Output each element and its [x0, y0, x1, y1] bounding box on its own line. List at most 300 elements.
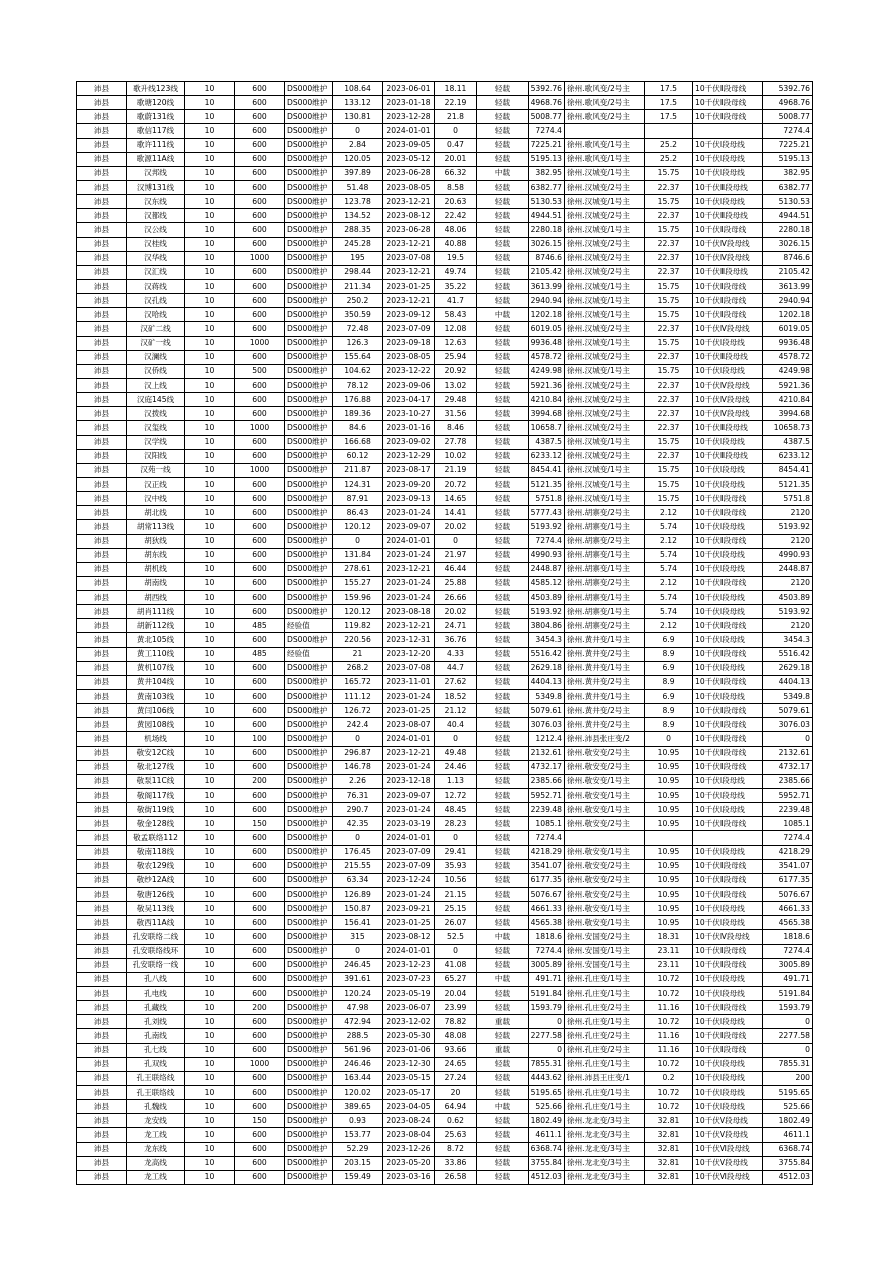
cell-voltage: 10 [185, 1170, 235, 1184]
cell-transformer: 徐州.孔庄变/1号主 [565, 1085, 645, 1099]
cell-load-status: 轻载 [477, 859, 529, 873]
cell-rated-current: 600 [235, 1071, 285, 1085]
cell-county: 沛县 [77, 1100, 127, 1114]
cell-county: 沛县 [77, 916, 127, 930]
cell-voltage: 10 [185, 1057, 235, 1071]
cell-line-name: 汉学线 [127, 435, 185, 449]
cell-date: 2023-12-24 [383, 873, 435, 887]
cell-limit-source: DS000维护 [285, 1029, 333, 1043]
cell-date: 2023-03-16 [383, 1170, 435, 1184]
cell-rated-current: 485 [235, 619, 285, 633]
cell-rated-current: 600 [235, 675, 285, 689]
cell-load-status: 轻载 [477, 746, 529, 760]
cell-voltage: 10 [185, 760, 235, 774]
cell-load-status: 轻载 [477, 223, 529, 237]
cell-rated-current: 600 [235, 661, 285, 675]
cell-transformer-rate: 32.81 [645, 1156, 693, 1170]
cell-county: 沛县 [77, 817, 127, 831]
cell-transformer: 徐州.胡寨变/1号主 [565, 548, 645, 562]
cell-rated-current: 600 [235, 633, 285, 647]
cell-available-capacity: 5193.92 [529, 520, 565, 534]
cell-current: 561.96 [333, 1043, 383, 1057]
cell-capacity: 6177.35 [763, 873, 813, 887]
table-row [77, 477, 813, 491]
cell-busbar: 10千伏Ⅰ段母线 [693, 152, 763, 166]
cell-county: 沛县 [77, 223, 127, 237]
cell-load-rate: 20.72 [435, 477, 477, 491]
cell-capacity: 2280.18 [763, 223, 813, 237]
cell-date: 2023-06-01 [383, 82, 435, 96]
cell-load-status: 轻载 [477, 152, 529, 166]
cell-load-rate: 22.19 [435, 96, 477, 110]
cell-voltage: 10 [185, 789, 235, 803]
cell-rated-current: 600 [235, 746, 285, 760]
cell-transformer: 徐州.敬安变/1号主 [565, 902, 645, 916]
cell-transformer: 徐州.孔庄变/1号主 [565, 1057, 645, 1071]
cell-rated-current: 200 [235, 774, 285, 788]
cell-load-rate: 20.02 [435, 520, 477, 534]
cell-load-rate: 29.41 [435, 845, 477, 859]
cell-capacity: 5008.77 [763, 110, 813, 124]
cell-rated-current: 600 [235, 534, 285, 548]
cell-transformer: 徐州.胡寨变/2号主 [565, 619, 645, 633]
cell-date: 2023-06-28 [383, 166, 435, 180]
cell-current: 146.78 [333, 760, 383, 774]
cell-voltage: 10 [185, 1043, 235, 1057]
cell-limit-source: DS000维护 [285, 633, 333, 647]
cell-line-name: 龙工线 [127, 1170, 185, 1184]
cell-limit-source: DS000维护 [285, 732, 333, 746]
cell-county: 沛县 [77, 110, 127, 124]
cell-available-capacity: 5079.61 [529, 704, 565, 718]
cell-current: 108.64 [333, 82, 383, 96]
cell-county: 沛县 [77, 576, 127, 590]
cell-rated-current: 600 [235, 718, 285, 732]
cell-load-rate: 27.78 [435, 435, 477, 449]
cell-limit-source: DS000维护 [285, 152, 333, 166]
cell-voltage: 10 [185, 322, 235, 336]
cell-line-name: 汉汇线 [127, 265, 185, 279]
cell-date: 2023-12-20 [383, 647, 435, 661]
cell-current: 86.43 [333, 506, 383, 520]
cell-available-capacity: 2940.94 [529, 294, 565, 308]
cell-current: 155.27 [333, 576, 383, 590]
cell-county: 沛县 [77, 845, 127, 859]
cell-rated-current: 600 [235, 124, 285, 138]
cell-transformer-rate: 15.75 [645, 308, 693, 322]
cell-county: 沛县 [77, 364, 127, 378]
cell-available-capacity: 10658.7 [529, 421, 565, 435]
cell-date: 2023-05-20 [383, 1156, 435, 1170]
cell-busbar: 10千伏Ⅲ段母线 [693, 350, 763, 364]
cell-line-name: 敬泵11C线 [127, 774, 185, 788]
cell-transformer: 徐州.敬安变/2号主 [565, 746, 645, 760]
table-body [77, 82, 813, 1185]
cell-transformer-rate: 15.75 [645, 166, 693, 180]
cell-current: 78.12 [333, 378, 383, 392]
cell-capacity: 5193.92 [763, 520, 813, 534]
cell-busbar: 10千伏Ⅱ段母线 [693, 859, 763, 873]
table-row [77, 463, 813, 477]
cell-current: 0 [333, 732, 383, 746]
cell-line-name: 敬农129线 [127, 859, 185, 873]
cell-load-rate: 48.06 [435, 223, 477, 237]
cell-limit-source: DS000维护 [285, 82, 333, 96]
cell-available-capacity: 2277.58 [529, 1029, 565, 1043]
cell-transformer-rate: 2.12 [645, 506, 693, 520]
cell-transformer-rate [645, 124, 693, 138]
cell-date: 2023-08-18 [383, 605, 435, 619]
cell-line-name: 龙安线 [127, 1114, 185, 1128]
cell-capacity: 6382.77 [763, 180, 813, 194]
cell-county: 沛县 [77, 1142, 127, 1156]
cell-current: 153.77 [333, 1128, 383, 1142]
cell-load-status: 轻载 [477, 633, 529, 647]
cell-line-name: 汉矿一线 [127, 336, 185, 350]
cell-capacity: 4404.13 [763, 675, 813, 689]
cell-rated-current: 600 [235, 492, 285, 506]
cell-rated-current: 150 [235, 817, 285, 831]
cell-county: 沛县 [77, 152, 127, 166]
cell-current: 21 [333, 647, 383, 661]
cell-available-capacity: 4249.98 [529, 364, 565, 378]
cell-current: 0 [333, 124, 383, 138]
table-row [77, 576, 813, 590]
cell-date: 2023-06-28 [383, 223, 435, 237]
cell-current: 391.61 [333, 972, 383, 986]
cell-available-capacity: 3613.99 [529, 279, 565, 293]
cell-voltage: 10 [185, 888, 235, 902]
cell-busbar: 10千伏Ⅰ段母线 [693, 520, 763, 534]
cell-load-status: 轻载 [477, 520, 529, 534]
cell-capacity: 3541.07 [763, 859, 813, 873]
cell-rated-current: 600 [235, 873, 285, 887]
cell-line-name: 敬街119线 [127, 803, 185, 817]
cell-voltage: 10 [185, 548, 235, 562]
cell-line-name: 胡机线 [127, 562, 185, 576]
cell-available-capacity: 0 [529, 1043, 565, 1057]
cell-rated-current: 600 [235, 902, 285, 916]
cell-transformer-rate: 10.95 [645, 774, 693, 788]
cell-limit-source: DS000维护 [285, 803, 333, 817]
table-row [77, 789, 813, 803]
cell-rated-current: 600 [235, 110, 285, 124]
cell-county: 沛县 [77, 718, 127, 732]
cell-available-capacity: 4503.89 [529, 591, 565, 605]
cell-available-capacity: 5195.65 [529, 1085, 565, 1099]
cell-rated-current: 600 [235, 152, 285, 166]
cell-load-status: 中载 [477, 930, 529, 944]
cell-date: 2024-01-01 [383, 534, 435, 548]
cell-date: 2023-12-28 [383, 110, 435, 124]
cell-load-status: 轻载 [477, 987, 529, 1001]
cell-busbar: 10千伏Ⅱ段母线 [693, 1029, 763, 1043]
cell-available-capacity: 4512.03 [529, 1170, 565, 1184]
cell-transformer: 徐州.汉城变/2号主 [565, 322, 645, 336]
cell-current: 472.94 [333, 1015, 383, 1029]
cell-limit-source: DS000维护 [285, 294, 333, 308]
cell-busbar: 10千伏Ⅰ段母线 [693, 591, 763, 605]
cell-load-status: 轻载 [477, 506, 529, 520]
cell-rated-current: 600 [235, 223, 285, 237]
table-row [77, 902, 813, 916]
table-row [77, 251, 813, 265]
cell-busbar: 10千伏Ⅴ段母线 [693, 1128, 763, 1142]
cell-county: 沛县 [77, 1128, 127, 1142]
cell-transformer-rate: 22.37 [645, 251, 693, 265]
cell-voltage: 10 [185, 364, 235, 378]
cell-load-rate: 78.82 [435, 1015, 477, 1029]
table-row [77, 987, 813, 1001]
cell-transformer: 徐州.胡寨变/1号主 [565, 562, 645, 576]
cell-transformer: 徐州.龙北变/3号主 [565, 1142, 645, 1156]
cell-capacity: 1085.1 [763, 817, 813, 831]
table-row [77, 1170, 813, 1184]
cell-rated-current: 600 [235, 520, 285, 534]
cell-load-status: 中载 [477, 1100, 529, 1114]
cell-line-name: 孔藏线 [127, 1001, 185, 1015]
cell-transformer: 徐州.汉城变/2号主 [565, 265, 645, 279]
cell-capacity: 6368.74 [763, 1142, 813, 1156]
cell-available-capacity: 5751.8 [529, 492, 565, 506]
cell-line-name: 敬纱12A线 [127, 873, 185, 887]
cell-rated-current: 600 [235, 407, 285, 421]
cell-transformer-rate: 22.37 [645, 407, 693, 421]
cell-busbar: 10千伏Ⅰ段母线 [693, 1100, 763, 1114]
cell-limit-source: DS000维护 [285, 336, 333, 350]
cell-busbar: 10千伏Ⅳ段母线 [693, 322, 763, 336]
cell-transformer-rate: 10.72 [645, 1085, 693, 1099]
cell-line-name: 汉华线 [127, 251, 185, 265]
cell-date: 2023-05-12 [383, 152, 435, 166]
cell-voltage: 10 [185, 506, 235, 520]
cell-transformer-rate: 10.95 [645, 803, 693, 817]
cell-date: 2023-01-24 [383, 760, 435, 774]
cell-current: 72.48 [333, 322, 383, 336]
cell-voltage: 10 [185, 987, 235, 1001]
cell-line-name: 敬唐126线 [127, 888, 185, 902]
cell-busbar: 10千伏Ⅱ段母线 [693, 675, 763, 689]
cell-date: 2023-05-15 [383, 1071, 435, 1085]
cell-date: 2023-10-27 [383, 407, 435, 421]
cell-transformer: 徐州.汉城变/2号主 [565, 449, 645, 463]
cell-limit-source: DS000维护 [285, 1085, 333, 1099]
cell-load-rate: 0 [435, 732, 477, 746]
cell-load-status: 轻载 [477, 265, 529, 279]
cell-date: 2024-01-01 [383, 944, 435, 958]
cell-load-rate: 41.7 [435, 294, 477, 308]
cell-voltage: 10 [185, 435, 235, 449]
cell-transformer-rate: 10.95 [645, 817, 693, 831]
table-row [77, 619, 813, 633]
cell-transformer: 徐州.安国变/1号主 [565, 944, 645, 958]
table-row [77, 760, 813, 774]
cell-limit-source: DS000维护 [285, 930, 333, 944]
cell-county: 沛县 [77, 1015, 127, 1029]
cell-transformer: 徐州.歌风变/2号主 [565, 82, 645, 96]
cell-load-status: 轻载 [477, 675, 529, 689]
cell-available-capacity: 6233.12 [529, 449, 565, 463]
table-row [77, 944, 813, 958]
table-row [77, 1085, 813, 1099]
cell-busbar: 10千伏Ⅰ段母线 [693, 1071, 763, 1085]
cell-load-status: 轻载 [477, 902, 529, 916]
cell-load-status: 轻载 [477, 124, 529, 138]
cell-voltage: 10 [185, 251, 235, 265]
cell-available-capacity: 1202.18 [529, 308, 565, 322]
table-row [77, 166, 813, 180]
cell-line-name: 龙东线 [127, 1142, 185, 1156]
cell-capacity: 2120 [763, 506, 813, 520]
cell-limit-source: DS000维护 [285, 944, 333, 958]
cell-limit-source: DS000维护 [285, 746, 333, 760]
cell-capacity: 9936.48 [763, 336, 813, 350]
cell-busbar: 10千伏Ⅱ段母线 [693, 817, 763, 831]
cell-county: 沛县 [77, 1071, 127, 1085]
cell-county: 沛县 [77, 1114, 127, 1128]
cell-current: 104.62 [333, 364, 383, 378]
cell-load-status: 轻载 [477, 195, 529, 209]
cell-transformer: 徐州.孔庄变/1号主 [565, 987, 645, 1001]
cell-busbar: 10千伏Ⅱ段母线 [693, 223, 763, 237]
cell-limit-source: DS000维护 [285, 393, 333, 407]
cell-rated-current: 1000 [235, 421, 285, 435]
table-row [77, 223, 813, 237]
cell-transformer: 徐州.汉城变/1号主 [565, 308, 645, 322]
cell-rated-current: 600 [235, 1170, 285, 1184]
cell-transformer-rate: 18.31 [645, 930, 693, 944]
cell-rated-current: 150 [235, 1114, 285, 1128]
cell-transformer-rate: 10.95 [645, 789, 693, 803]
cell-county: 沛县 [77, 1001, 127, 1015]
cell-busbar: 10千伏Ⅰ段母线 [693, 789, 763, 803]
cell-limit-source: DS000维护 [285, 279, 333, 293]
cell-rated-current: 600 [235, 96, 285, 110]
cell-line-name: 歌许111线 [127, 138, 185, 152]
cell-transformer: 徐州.汉城变/2号主 [565, 209, 645, 223]
cell-limit-source: DS000维护 [285, 463, 333, 477]
cell-line-name: 汉上线 [127, 378, 185, 392]
table-row [77, 831, 813, 845]
cell-available-capacity: 4611.1 [529, 1128, 565, 1142]
cell-current: 250.2 [333, 294, 383, 308]
cell-capacity: 3454.3 [763, 633, 813, 647]
cell-load-rate: 27.24 [435, 1071, 477, 1085]
cell-transformer-rate: 10.95 [645, 888, 693, 902]
cell-limit-source: DS000维护 [285, 1015, 333, 1029]
cell-county: 沛县 [77, 421, 127, 435]
cell-transformer-rate: 10.95 [645, 845, 693, 859]
cell-line-name: 敬安12C线 [127, 746, 185, 760]
cell-transformer: 徐州.安国变/2号主 [565, 930, 645, 944]
cell-voltage: 10 [185, 576, 235, 590]
cell-busbar [693, 124, 763, 138]
cell-transformer: 徐州.汉城变/2号主 [565, 407, 645, 421]
cell-voltage: 10 [185, 152, 235, 166]
cell-transformer-rate: 22.37 [645, 265, 693, 279]
cell-county: 沛县 [77, 987, 127, 1001]
table-row [77, 972, 813, 986]
cell-date: 2023-12-02 [383, 1015, 435, 1029]
cell-voltage: 10 [185, 774, 235, 788]
cell-voltage: 10 [185, 82, 235, 96]
cell-limit-source: DS000维护 [285, 407, 333, 421]
cell-date: 2023-09-07 [383, 520, 435, 534]
cell-transformer-rate: 10.95 [645, 902, 693, 916]
cell-date: 2023-03-19 [383, 817, 435, 831]
table-row [77, 492, 813, 506]
cell-county: 沛县 [77, 873, 127, 887]
cell-voltage: 10 [185, 958, 235, 972]
cell-transformer-rate: 8.9 [645, 647, 693, 661]
table-row [77, 336, 813, 350]
cell-limit-source: DS000维护 [285, 110, 333, 124]
cell-busbar: 10千伏Ⅰ段母线 [693, 336, 763, 350]
cell-rated-current: 600 [235, 308, 285, 322]
cell-busbar: 10千伏Ⅰ段母线 [693, 661, 763, 675]
cell-current: 389.65 [333, 1100, 383, 1114]
cell-current: 350.59 [333, 308, 383, 322]
table-row [77, 873, 813, 887]
cell-voltage: 10 [185, 661, 235, 675]
cell-transformer: 徐州.胡寨变/1号主 [565, 520, 645, 534]
cell-limit-source: DS000维护 [285, 690, 333, 704]
cell-line-name: 胡新112线 [127, 619, 185, 633]
cell-current: 246.45 [333, 958, 383, 972]
cell-available-capacity: 5921.36 [529, 378, 565, 392]
cell-capacity: 1593.79 [763, 1001, 813, 1015]
cell-voltage: 10 [185, 138, 235, 152]
cell-current: 203.15 [333, 1156, 383, 1170]
cell-capacity: 1202.18 [763, 308, 813, 322]
table-row [77, 1057, 813, 1071]
cell-busbar: 10千伏Ⅰ段母线 [693, 548, 763, 562]
cell-transformer-rate: 6.9 [645, 633, 693, 647]
cell-available-capacity: 5349.8 [529, 690, 565, 704]
cell-load-status: 重载 [477, 1043, 529, 1057]
cell-current: 220.56 [333, 633, 383, 647]
cell-capacity: 2120 [763, 576, 813, 590]
cell-available-capacity: 382.95 [529, 166, 565, 180]
cell-line-name: 孔电线 [127, 987, 185, 1001]
cell-rated-current: 600 [235, 845, 285, 859]
cell-load-status: 轻载 [477, 138, 529, 152]
cell-county: 沛县 [77, 180, 127, 194]
cell-available-capacity: 4944.51 [529, 209, 565, 223]
cell-busbar: 10千伏Ⅲ段母线 [693, 180, 763, 194]
cell-current: 166.68 [333, 435, 383, 449]
cell-available-capacity: 2385.66 [529, 774, 565, 788]
cell-transformer-rate: 32.81 [645, 1142, 693, 1156]
cell-available-capacity: 2132.61 [529, 746, 565, 760]
cell-capacity: 1802.49 [763, 1114, 813, 1128]
cell-date: 2023-09-13 [383, 492, 435, 506]
cell-load-rate: 20.02 [435, 605, 477, 619]
cell-county: 沛县 [77, 803, 127, 817]
cell-capacity: 4249.98 [763, 364, 813, 378]
cell-voltage: 10 [185, 845, 235, 859]
table-row [77, 449, 813, 463]
cell-rated-current: 600 [235, 166, 285, 180]
cell-county: 沛县 [77, 237, 127, 251]
cell-date: 2023-12-21 [383, 265, 435, 279]
cell-available-capacity: 2105.42 [529, 265, 565, 279]
cell-transformer: 徐州.胡寨变/1号主 [565, 605, 645, 619]
table-row [77, 774, 813, 788]
cell-transformer-rate: 22.37 [645, 378, 693, 392]
cell-load-rate: 4.33 [435, 647, 477, 661]
cell-transformer-rate: 8.9 [645, 718, 693, 732]
